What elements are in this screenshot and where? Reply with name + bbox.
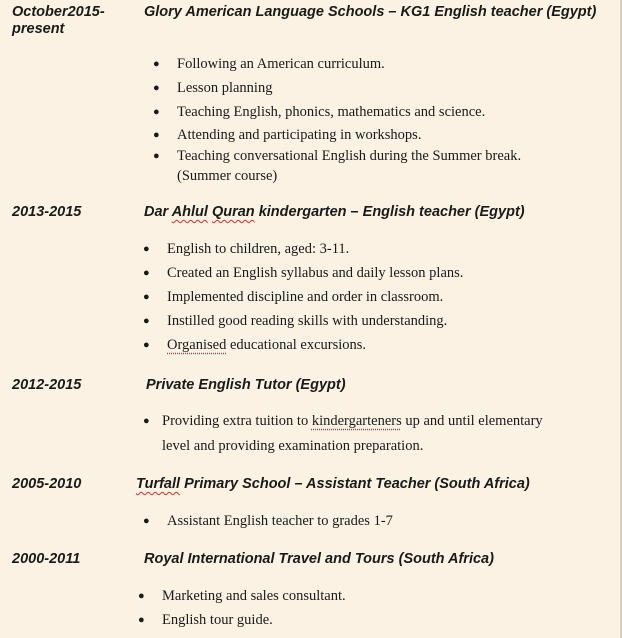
bullet-icon: ● [143,315,150,327]
entry-list [143,509,393,533]
bullet-icon: ● [143,515,150,527]
bullet-icon: ● [153,106,160,118]
bullet-icon: ● [153,129,160,141]
entry-date: 2012-2015 [12,377,82,393]
list-item: ● Assistant English teacher to grades 1-7 [143,509,393,533]
bullet-icon: ● [153,58,160,70]
entry-date: 2013-2015 [12,204,82,220]
list-item: ● Lesson planning [153,76,521,100]
bullet-icon: ● [143,267,150,279]
list-item: ● Created an English syllabus and daily lesson plans. [143,261,463,285]
entry-title: Private English Tutor (Egypt) [146,377,346,393]
bullet-icon: ● [153,150,160,162]
list-item: ● Instilled good reading skills with understanding. [143,309,463,333]
entry-title: Royal International Travel and Tours (South Africa) [144,551,494,567]
entry-list [143,409,543,459]
list-item: ● Implemented discipline and order in classroom. [143,285,463,309]
list-item: ● Teaching conversational English during the Summer break. (Summer course) [153,148,522,184]
list-item: ● Teaching English, phonics, mathematics and science. [153,100,521,124]
bullet-icon: ● [138,614,145,626]
entry-date: October2015- present [12,4,105,37]
bullet-icon: ● [143,339,150,351]
entry-title: Dar Ahlul Quran kindergarten – English teacher (Egypt) [144,204,525,220]
bullet-icon: ● [143,243,150,255]
entry-title: Turfall Primary School – Assistant Teacher (South Africa) [136,476,530,492]
entry-list [138,584,346,632]
list-item: ● English to children, aged: 3-11. [143,237,463,261]
bullet-icon: ● [143,291,150,303]
list-item: ● English tour guide. [138,608,346,632]
bullet-icon: ● [138,590,145,602]
bullet-icon: ● [153,82,160,94]
list-item: ● Organised educational excursions. [143,333,463,357]
entry-list [153,52,521,186]
list-item: ● Providing extra tuition to kindergarteners up and until elementary level and providing examination preparation. [143,409,543,459]
list-item: ● Marketing and sales consultant. [138,584,346,608]
entry-date: 2000-2011 [12,551,81,567]
entry-date: 2005-2010 [12,476,82,492]
entry-title: Glory American Language Schools – KG1 English teacher (Egypt) [144,4,597,20]
entry-list [143,237,463,357]
bullet-icon: ● [143,415,150,427]
list-item: ● Following an American curriculum. [153,52,521,76]
list-item: ● Attending and participating in workshops. [153,124,521,146]
